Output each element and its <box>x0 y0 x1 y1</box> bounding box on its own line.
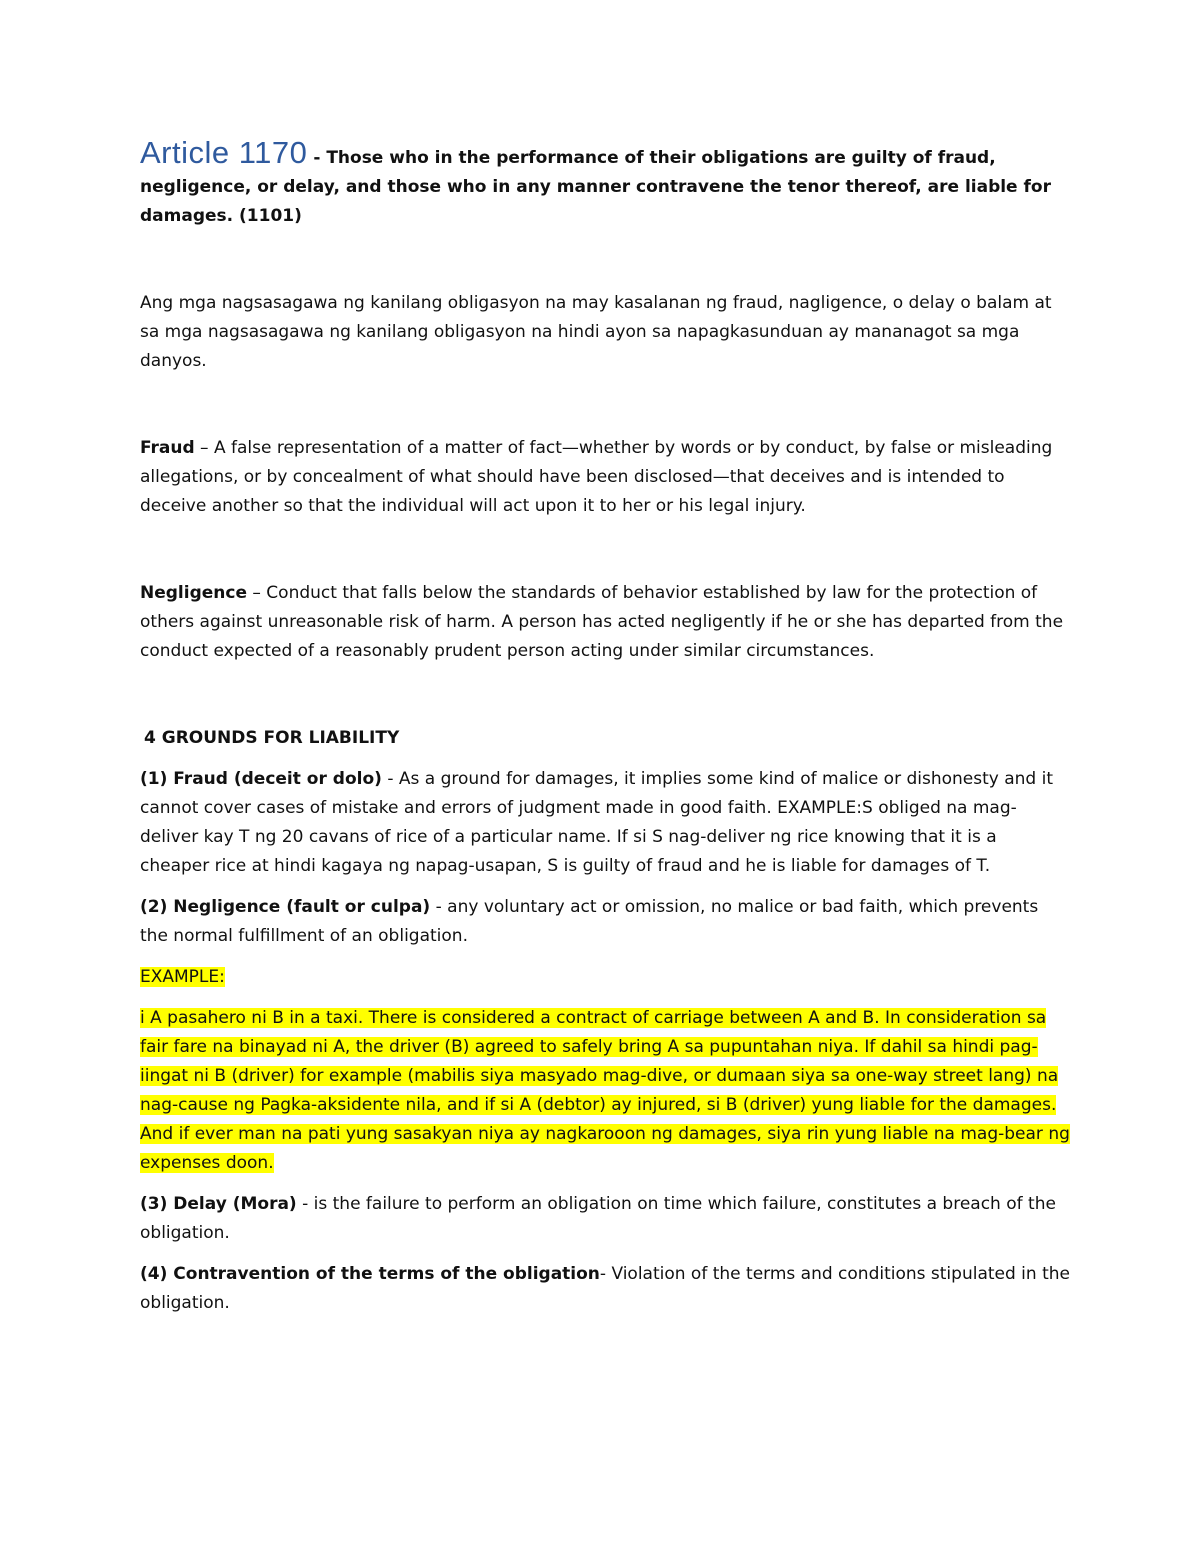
article-dash: - <box>307 148 327 168</box>
spacer <box>140 753 1070 765</box>
article-text: Those who in the performance of their obligations are guilty of fraud, negligence, or delay, and those who in any manner contravene the tenor thereof, are liable for damages. (1101) <box>140 148 1051 226</box>
spacer <box>140 951 1070 963</box>
spacer <box>140 992 1070 1004</box>
grounds-heading: 4 GROUNDS FOR LIABILITY <box>144 728 400 748</box>
negligence-paragraph <box>140 579 1070 666</box>
ground-text: - is the failure to perform an obligation on time which failure, constitutes a breach of the obligation. <box>140 1194 1056 1243</box>
spacer <box>140 1248 1070 1260</box>
spacer <box>140 521 1070 579</box>
ground-label: (1) Fraud (deceit or dolo) <box>140 769 382 789</box>
ground-label: (2) Negligence (fault or culpa) <box>140 897 431 917</box>
article-title: Article 1170 <box>140 135 308 170</box>
fraud-term: Fraud <box>140 438 195 458</box>
spacer <box>140 1178 1070 1190</box>
tagalog-paragraph: Ang mga nagsasagawa ng kanilang obligasyon na may kasalanan ng fraud, nagligence, o delay o balam at sa mga nagsasagawa ng kanilang obligasyon na hindi ayon sa napagkasunduan ay mananagot sa mga danyos. <box>140 293 1052 371</box>
article-paragraph <box>140 135 1070 231</box>
ground-label: (3) Delay (Mora) <box>140 1194 297 1214</box>
document-page <box>140 135 1070 1318</box>
example-label-paragraph <box>140 963 1070 992</box>
ground-item-negligence <box>140 893 1070 951</box>
fraud-definition: – A false representation of a matter of fact—whether by words or by conduct, by false or misleading allegations, or by concealment of what should have been disclosed—that deceives and is intended to deceive another so that the individual will act upon it to her or his legal injury. <box>140 438 1053 516</box>
ground-label: (4) Contravention of the terms of the obligation <box>140 1264 600 1284</box>
ground-text: - Violation of the terms and conditions stipulated in the obligation. <box>140 1264 1070 1313</box>
ground-item-fraud <box>140 765 1070 881</box>
ground-text: - As a ground for damages, it implies some kind of malice or dishonesty and it cannot cover cases of mistake and errors of judgment made in good faith. EXAMPLE:S obliged na mag-deliver kay T ng 20 cavans of rice of a particular name. If si S nag-deliver ng rice knowing that it is a cheaper rice at hindi kagaya ng napag-usapan, S is guilty of fraud and he is liable for damages of T. <box>140 769 1054 876</box>
example-text: i A pasahero ni B in a taxi. There is considered a contract of carriage between A and B. In consideration sa fair fare na binayad ni A, the driver (B) agreed to safely bring A sa pupuntahan niya. If dahil sa hindi pag-iingat ni B (driver) for example (mabilis siya masyado mag-dive, or dumaan siya sa one-way street lang) na nag-cause ng Pagka-aksidente nila, and if si A (debtor) ay injured, si B (driver) yung liable for the damages. And if ever man na pati yung sasakyan niya ay nagkarooon ng damages, siya rin yung liable na mag-bear ng expenses doon. <box>140 1008 1070 1173</box>
spacer <box>140 666 1070 724</box>
negligence-term: Negligence <box>140 583 247 603</box>
spacer <box>140 881 1070 893</box>
example-label: EXAMPLE: <box>140 967 225 987</box>
negligence-definition: – Conduct that falls below the standards of behavior established by law for the protection of others against unreasonable risk of harm. A person has acted negligently if he or she has departed from the conduct expected of a reasonably prudent person acting under similar circumstances. <box>140 583 1064 661</box>
ground-text: - any voluntary act or omission, no malice or bad faith, which prevents the normal fulfillment of an obligation. <box>140 897 1039 946</box>
spacer <box>140 231 1070 289</box>
spacer <box>140 376 1070 434</box>
fraud-paragraph <box>140 434 1070 521</box>
ground-item-delay <box>140 1190 1070 1248</box>
ground-item-contravention <box>140 1260 1070 1318</box>
example-paragraph <box>140 1004 1070 1178</box>
